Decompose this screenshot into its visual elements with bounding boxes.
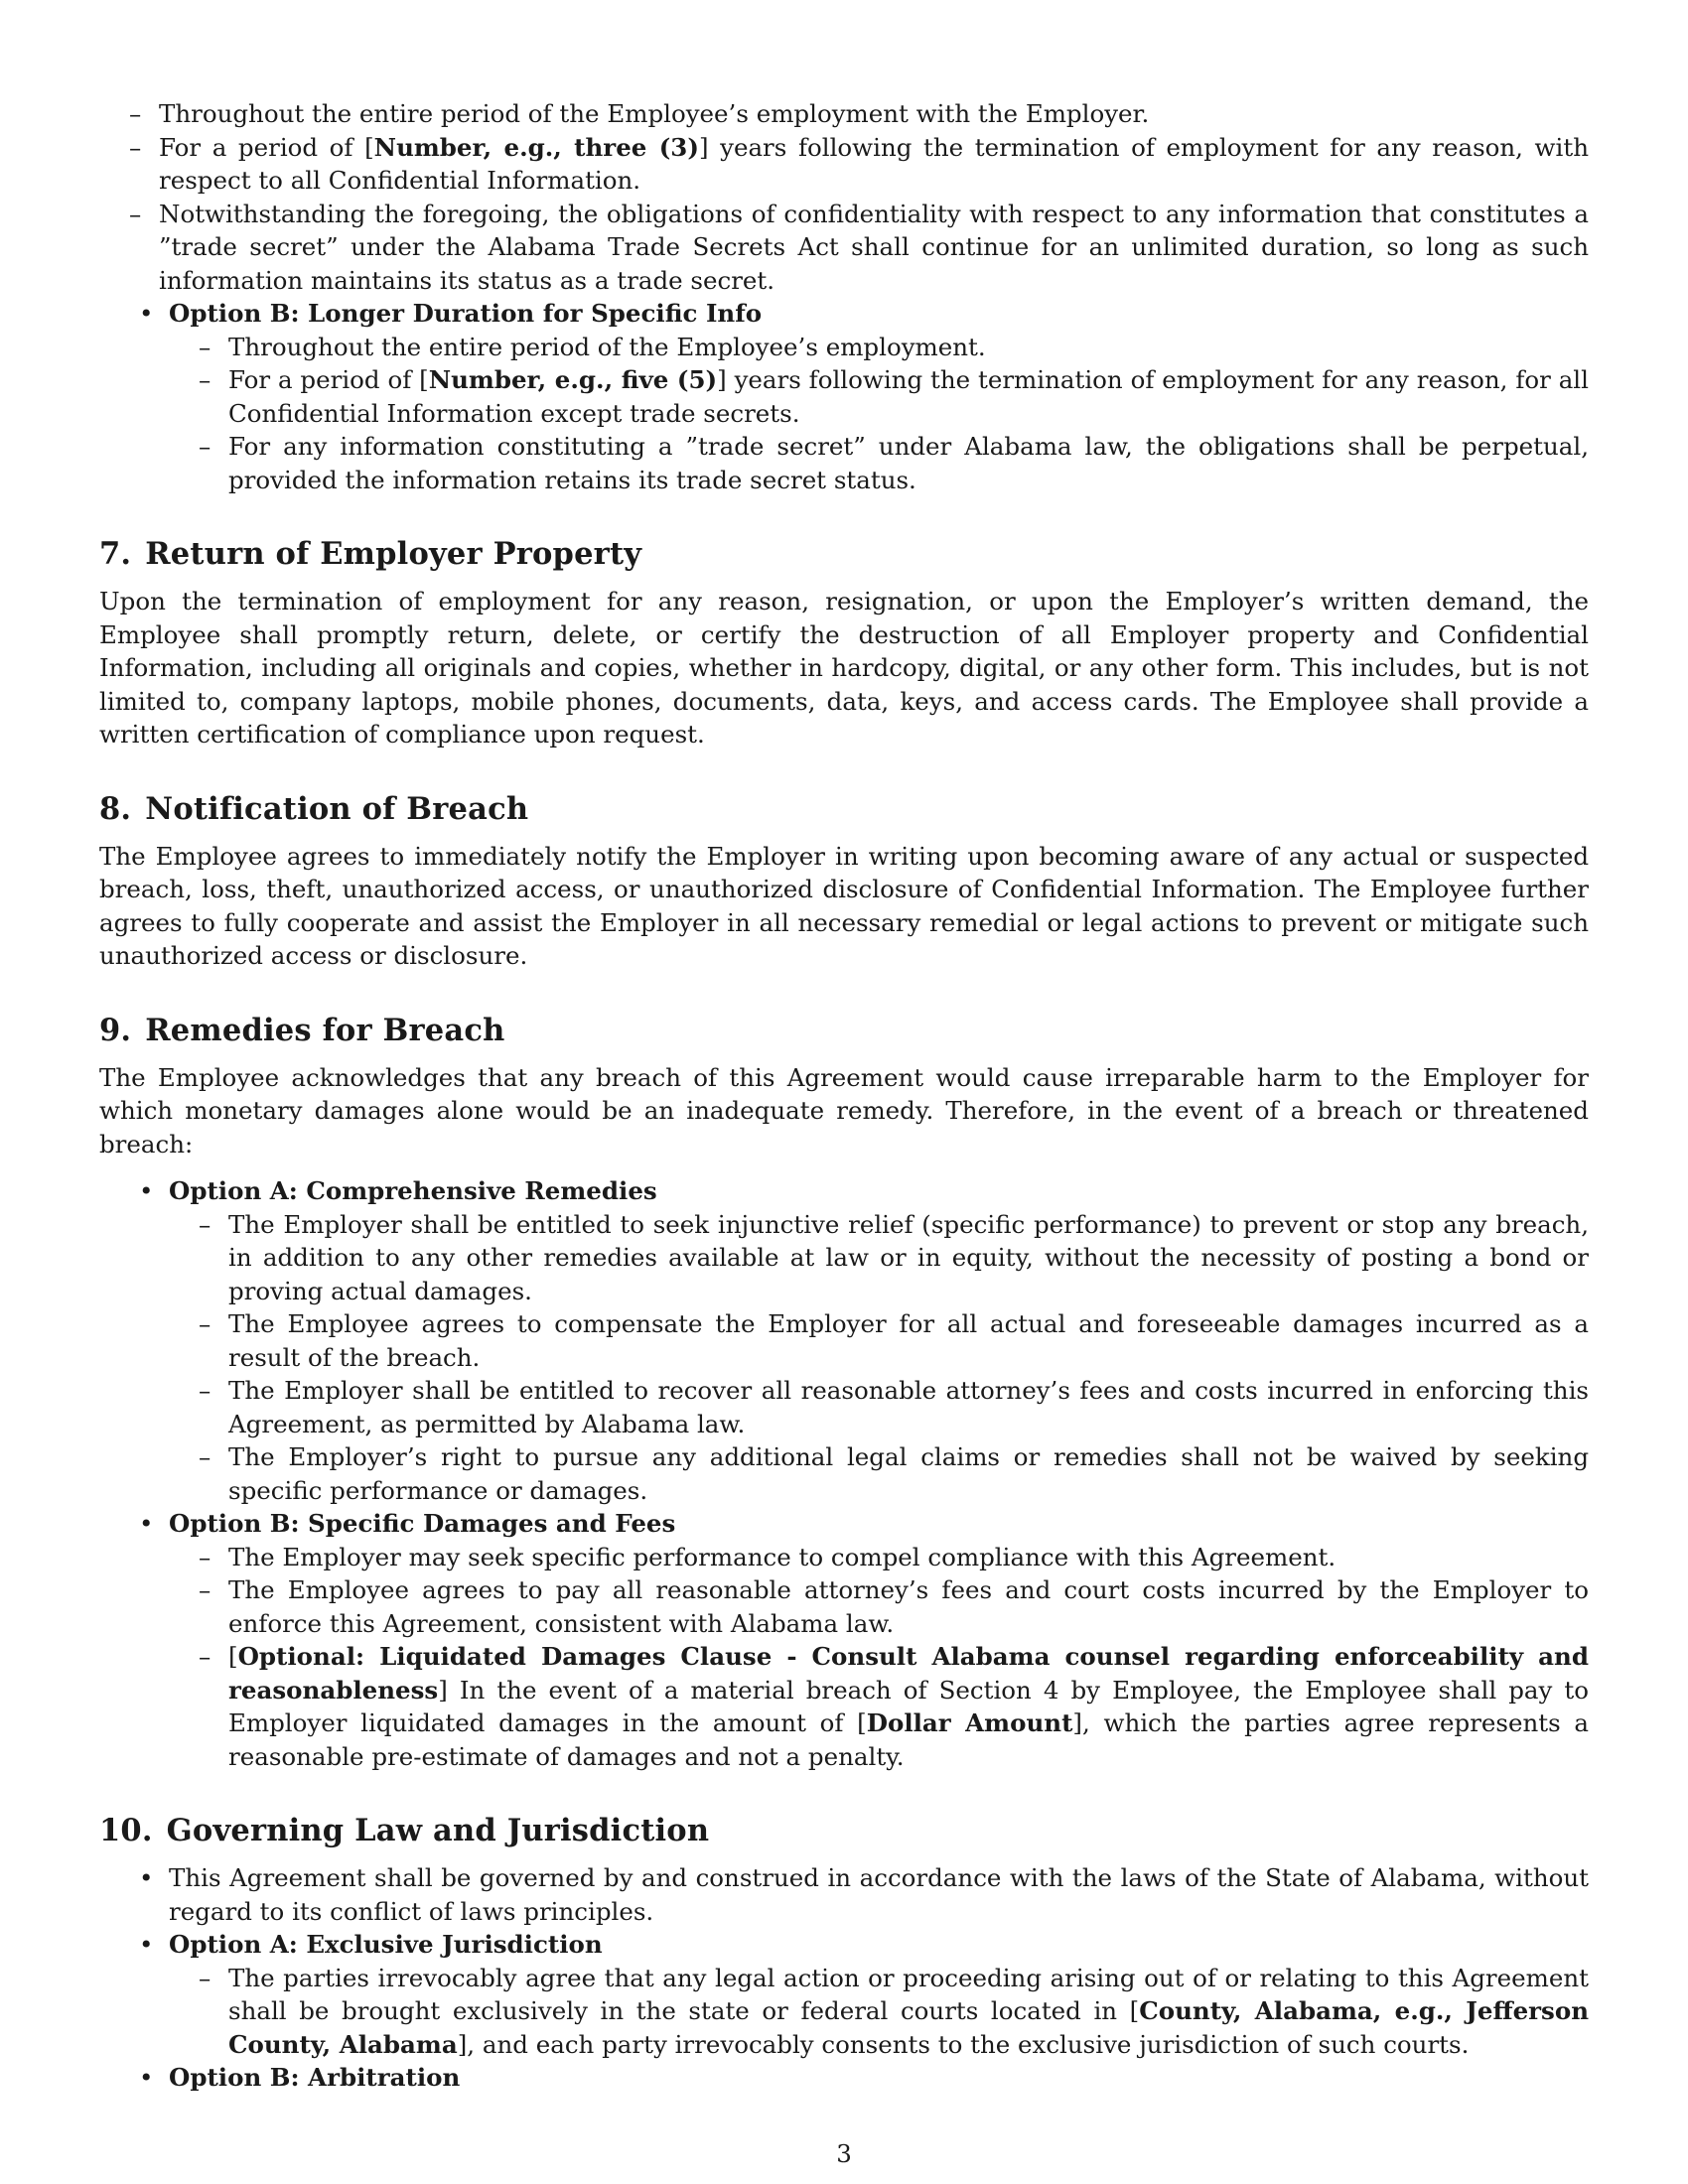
governing-law-list xyxy=(99,1861,1589,2095)
section-title: Return of Employer Property xyxy=(145,536,642,572)
section-7-body: Upon the termination of employment for any reason, resignation, or upon the Employer’s written demand, the Employee shall promptly return, delete, or certify the destruction of all Employer property and Confidential Information, including all originals and copies, whether in hardcopy, digital, or any other form. This includes, but is not limited to, company laptops, mobile phones, documents, data, keys, and access cards. The Employee shall provide a written certification of compliance upon request. xyxy=(99,587,1589,749)
section-9-intro: The Employee acknowledges that any breach of this Agreement would cause irreparable harm to the Employer for which monetary damages alone would be an inadequate remedy. Therefore, in the event of a breach or threatened breach: xyxy=(99,1062,1589,1159)
list-item-text: Throughout the entire period of the Employee’s employment. xyxy=(228,332,986,361)
option-title: Option B: Specific Damages and Fees xyxy=(169,1509,676,1538)
section-10-heading xyxy=(99,1811,1589,1850)
option-a-jurisdiction-items xyxy=(169,1962,1589,2062)
list-item-text: The Employee agrees to compensate the Employer for all actual and foreseeable damages incurred as a result of the breach. xyxy=(228,1309,1589,1372)
bullet-marker: • xyxy=(139,1176,154,1205)
option-title: Option B: Longer Duration for Specific Info xyxy=(169,299,763,328)
list-item xyxy=(99,97,1589,131)
option-a-remedies xyxy=(99,1174,1589,1507)
optional-clause-note: Optional: Liquidated Damages Clause - Consult Alabama counsel regarding enforceability and reasonableness xyxy=(228,1642,1589,1705)
option-b-duration xyxy=(99,297,1589,496)
dash-marker: – xyxy=(199,1309,211,1338)
section-number: 7. xyxy=(99,536,132,572)
dash-marker: – xyxy=(129,199,142,228)
dash-marker: – xyxy=(199,1575,211,1604)
bullet-marker: • xyxy=(139,2063,154,2092)
list-item-text: ], which the parties agree represents a reasonable pre-estimate of damages and not a penalty. xyxy=(228,1708,1589,1771)
bullet-marker: • xyxy=(139,1509,154,1538)
dash-marker: – xyxy=(199,1376,211,1405)
section-8-body: The Employee agrees to immediately notify the Employer in writing upon becoming aware of any actual or suspected breach, loss, theft, unauthorized access, or unauthorized disclosure of Confidential Information. The Employee further agrees to fully cooperate and assist the Employer in all necessary remedial or legal actions to prevent or mitigate such unauthorized access or disclosure. xyxy=(99,841,1589,970)
list-item-text: Throughout the entire period of the Employee’s employment with the Employer. xyxy=(159,99,1150,128)
list-item-text: The Employer may seek specific performance to compel compliance with this Agreement. xyxy=(228,1542,1336,1571)
dash-marker: – xyxy=(199,1542,211,1571)
section-8-heading xyxy=(99,789,1589,829)
placeholder-dollar-amount: Dollar Amount xyxy=(866,1708,1073,1737)
dash-marker: – xyxy=(199,1209,211,1239)
section-number: 8. xyxy=(99,790,132,827)
list-item-text: The Employer’s right to pursue any additional legal claims or remedies shall not be waived by seeking specific performance or damages. xyxy=(228,1442,1589,1505)
option-a-remedies-items xyxy=(169,1208,1589,1508)
list-item xyxy=(99,198,1589,298)
dash-marker: – xyxy=(199,332,211,361)
list-item-text: Notwithstanding the foregoing, the obligations of confidentiality with respect to any information that constitutes a ”trade secret” under the Alabama Trade Secrets Act shall continue for an unlimited duration, so long as such information maintains its status as a trade secret. xyxy=(159,199,1589,295)
list-item-text: ] In the event of a material breach of Section 4 by Employee, the Employee shall pay to Employer liquidated damages in the amount of [ xyxy=(228,1675,1589,1737)
list-item-text: ] years following the termination of employment for any reason, for all Confidential Information except trade secrets. xyxy=(228,365,1589,428)
bullet-marker: • xyxy=(139,299,154,328)
section-title: Remedies for Breach xyxy=(145,1012,505,1048)
duration-option-a-continued-list xyxy=(99,97,1589,297)
option-title: Option A: Exclusive Jurisdiction xyxy=(169,1930,603,1959)
section-number: 9. xyxy=(99,1012,132,1048)
dash-marker: – xyxy=(199,365,211,394)
section-9-heading xyxy=(99,1011,1589,1050)
section-title: Notification of Breach xyxy=(145,790,529,827)
list-item-text: The parties irrevocably agree that any legal action or proceeding arising out of or relating to this Agreement shall be brought exclusively in the state or federal courts located in [ xyxy=(228,1963,1589,2025)
document-page xyxy=(99,97,1589,2095)
list-item-text: For a period of [ xyxy=(228,365,429,394)
list-item xyxy=(169,430,1589,496)
list-item xyxy=(169,1573,1589,1640)
dash-marker: – xyxy=(129,99,142,128)
bullet-marker: • xyxy=(139,1863,154,1892)
dash-marker: – xyxy=(199,432,211,461)
list-item xyxy=(169,1640,1589,1773)
list-item xyxy=(169,1208,1589,1308)
placeholder-number: Number, e.g., three (3) xyxy=(373,132,699,162)
list-item xyxy=(169,1307,1589,1374)
list-item xyxy=(169,363,1589,430)
list-item-text: This Agreement shall be governed by and construed in accordance with the laws of the State of Alabama, without regard to its conflict of laws principles. xyxy=(169,1863,1589,1926)
option-title: Option A: Comprehensive Remedies xyxy=(169,1176,657,1205)
option-a-jurisdiction xyxy=(99,1928,1589,2061)
option-b-remedies xyxy=(99,1507,1589,1773)
option-b-duration-items xyxy=(169,331,1589,497)
list-item-text: The Employer shall be entitled to seek injunctive relief (specific performance) to prevent or stop any breach, in addition to any other remedies available at law or in equity, without the necessity of posting a bond or proving actual damages. xyxy=(228,1209,1589,1305)
list-item-text: ], and each party irrevocably consents to the exclusive jurisdiction of such courts. xyxy=(457,2029,1470,2059)
option-b-remedies-items xyxy=(169,1541,1589,1774)
option-b-arbitration xyxy=(99,2061,1589,2095)
list-item-text: For a period of [ xyxy=(159,132,374,162)
page-number: 3 xyxy=(836,2139,852,2168)
placeholder-county: County, Alabama, e.g., Jefferson County, Alabama xyxy=(228,1996,1590,2059)
list-item-text: The Employer shall be entitled to recover all reasonable attorney’s fees and costs incurred in enforcing this Agreement, as permitted by Alabama law. xyxy=(228,1376,1589,1438)
section-number: 10. xyxy=(99,1813,153,1848)
dash-marker: – xyxy=(199,1963,211,1992)
list-item xyxy=(169,331,1589,364)
list-item-text: ] years following the termination of employment for any reason, with respect to all Confidential Information. xyxy=(159,132,1589,195)
list-item xyxy=(169,1541,1589,1574)
option-title: Option B: Arbitration xyxy=(169,2063,461,2092)
list-item xyxy=(169,1374,1589,1440)
list-item-text: The Employee agrees to pay all reasonable attorney’s fees and court costs incurred by the Employer to enforce this Agreement, consistent with Alabama law. xyxy=(228,1575,1589,1638)
list-item xyxy=(99,131,1589,198)
section-title: Governing Law and Jurisdiction xyxy=(166,1813,710,1848)
list-item xyxy=(99,1861,1589,1928)
list-item xyxy=(169,1440,1589,1507)
list-item-text: For any information constituting a ”trade secret” under Alabama law, the obligations shall be perpetual, provided the information retains its trade secret status. xyxy=(228,432,1589,494)
dash-marker: – xyxy=(129,132,142,162)
duration-options-list xyxy=(99,297,1589,496)
bullet-marker: • xyxy=(139,1930,154,1959)
dash-marker: – xyxy=(199,1442,211,1471)
remedies-options-list xyxy=(99,1174,1589,1773)
dash-marker: – xyxy=(199,1642,211,1671)
list-item xyxy=(169,1962,1589,2062)
placeholder-number: Number, e.g., five (5) xyxy=(428,365,718,394)
section-7-heading xyxy=(99,534,1589,574)
bracket: [ xyxy=(228,1642,238,1671)
